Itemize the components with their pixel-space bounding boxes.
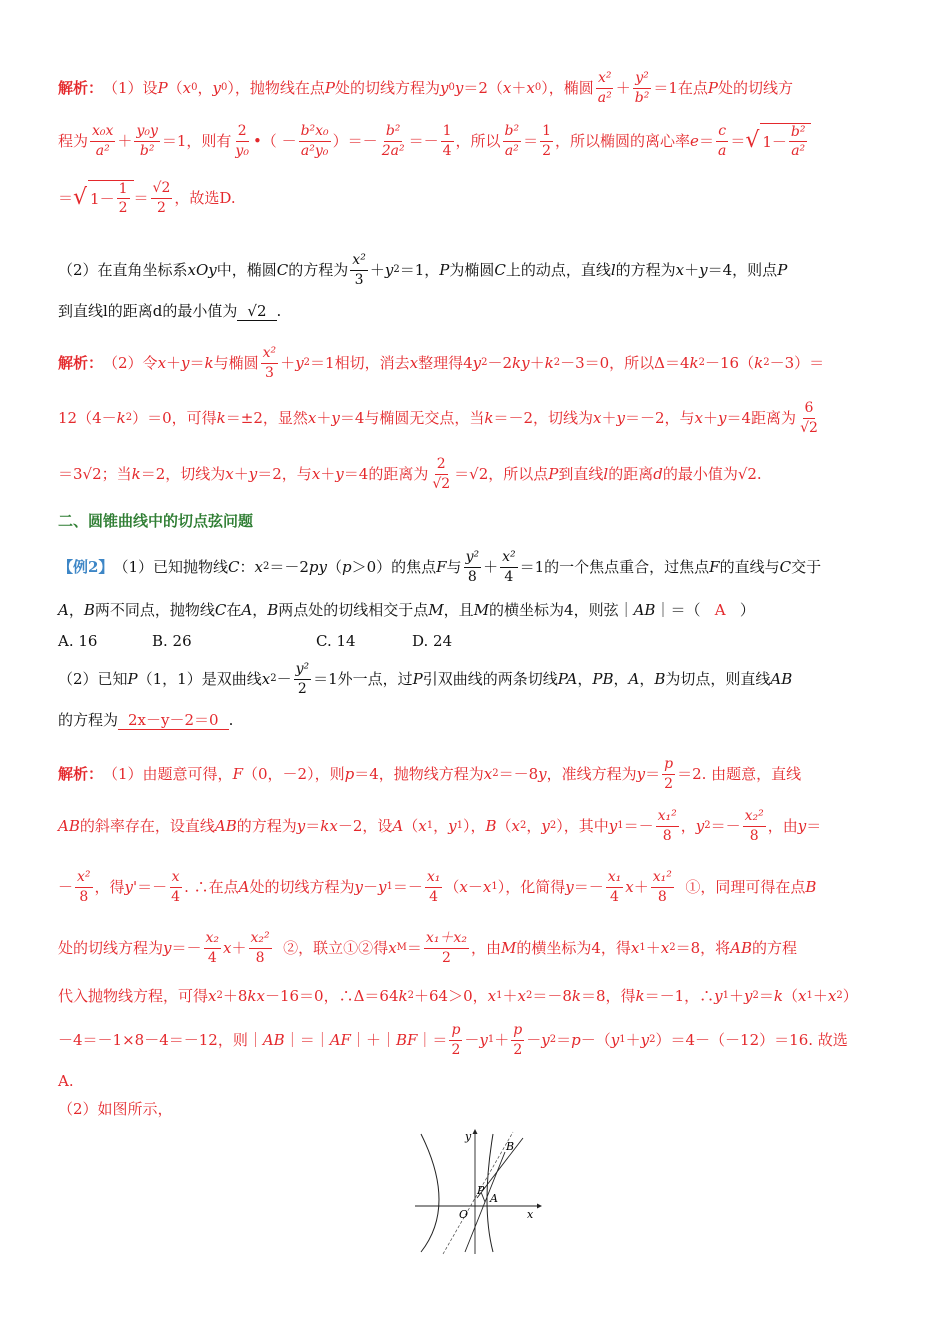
solution-1-line-3: ＝ √ 1－ $\frac{1}{2}$ ＝ $\frac{√2}{2}$ ，故选D.	[58, 180, 236, 216]
label-y: y	[465, 1130, 472, 1143]
fraction: $\frac{\text{x²}}{\text{a²}}$	[597, 70, 612, 106]
hyperbola-left-branch	[421, 1134, 439, 1252]
choice-d: D. 24	[412, 632, 453, 650]
example-2	[58, 543, 880, 735]
answer-blank: √2	[237, 302, 276, 321]
solution-2-line-1: 解析： （2）令 x ＋ y ＝ k 与椭圆 $\frac{\text{x²}}{3}$ ＋ y 2 ＝1相切，消去 x 整理得4 y 2 －2 ky ＋ k 2 －3＝0，所以Δ＝4 k 2 －16（ k 2 －3）＝	[58, 345, 825, 381]
solution-3-line-6: －4＝－1×8－4＝－12，则｜ AB ｜＝｜ AF ｜＋｜ BF ｜＝ $\frac{p}{2}$ － y 1 ＋ $\frac{p}{2}$ － y 2 ＝ p －（ y 1 ＋ y 2 ）＝4－（－12）＝16. 故选	[58, 1022, 848, 1058]
choices-row	[58, 629, 880, 653]
x-axis-arrow-icon	[537, 1204, 542, 1209]
solution-label: 解析：	[58, 765, 104, 783]
example-2-line-4: 的方程为 2x－y－2＝0 .	[58, 710, 234, 729]
label-a: A	[490, 1192, 498, 1205]
example-tag: 【例2】	[58, 558, 114, 576]
solution-3-line-4: 处的切线方程为 y ＝－ $\frac{\text{x₂}}{4}$ x ＋ $\frac{\text{x₂²}}{8}$ ②，联立①②得 x M ＝ $\frac{\text{x₁＋x₂}}{2}$ ，由 M 的横坐标为4，得 x 1 ＋ x 2 ＝8，将 AB 的方程	[58, 930, 797, 966]
question-1-2	[58, 246, 880, 328]
solution-3-line-7: A.	[58, 1072, 74, 1090]
example-2-line-3: （2）已知 P （1，1）是双曲线 x 2 － $\frac{\text{y²}}{2}$ ＝1外一点，过 P 引双曲线的两条切线 PA ， PB ， A ， B 为切点，则直线 AB	[58, 661, 793, 697]
choice-a: A. 16	[58, 632, 98, 650]
solution-3-line-2: AB 的斜率存在，设直线 AB 的方程为 y ＝ kx －2，设 A （ x 1 ， y 1 ）， B （ x 2 ， y 2 ），其中 y 1 ＝－ $\frac{\text{x₁²}}{8}$ ， y 2 ＝－ $\frac{\text{x₂²}}{8}$ ，由 y ＝	[58, 808, 822, 844]
section-title: 二、圆锥曲线中的切点弦问题	[58, 512, 254, 530]
solution-3-line-3: － $\frac{\text{x²}}{8}$ ，得 y' ＝－ $\frac{x}{4}$ . ∴在点 A 处的切线方程为 y － y 1 ＝－ $\frac{\text{x₁}}{4}$ （ x － x 1 ），化简得 y ＝－ $\frac{\text{x₁}}{4}$ x ＋ $\frac{\text{x₁²}}{8}$ ①，同理可得在点 B	[58, 869, 817, 905]
label-x: x	[527, 1208, 534, 1221]
solution-3	[58, 752, 880, 1122]
y-axis-arrow-icon	[473, 1129, 478, 1134]
answer-choice: A	[714, 601, 726, 619]
question-1-2-line-1: （2）在直角坐标系 xOy 中，椭圆 C 的方程为 $\frac{\text{x²}}{3}$ ＋ y 2 ＝1， P 为椭圆 C 上的动点，直线 l 的方程为 x ＋ y ＝4，则点 P	[58, 252, 788, 288]
example-2-line-1: 【例2】 （1）已知抛物线 C ： x 2 ＝－2 py （ p ＞0）的焦点 F 与 $\frac{\text{y²}}{8}$ ＋ $\frac{\text{x²}}{4}$ ＝1的一个焦点重合，过焦点 F 的直线与 C 交于	[58, 549, 822, 585]
choice-b: B. 26	[152, 632, 192, 650]
example-2-line-2: A ， B 两不同点，抛物线 C 在 A ， B 两点处的切线相交于点 M ，且 M 的横坐标为4，则弦｜ AB ｜＝（ A ）	[58, 601, 755, 619]
solution-label: 解析：	[58, 354, 104, 372]
fraction: $\frac{\text{y²}}{\text{b²}}$	[634, 70, 650, 106]
solution-2-line-2: 12（4－ k 2 ）＝0，可得 k ＝±2，显然 x ＋ y ＝4与椭圆无交点，当 k ＝－2，切线为 x ＋ y ＝－2，与 x ＋ y ＝4距离为 $\frac{6}{√2}$	[58, 400, 818, 436]
hyperbola-diagram	[413, 1128, 543, 1258]
label-p: P	[477, 1184, 485, 1197]
solution-2	[58, 338, 880, 500]
solution-label: 解析：	[58, 79, 104, 97]
answer-blank: 2x－y－2＝0	[118, 711, 229, 730]
choice-c: C. 14	[316, 632, 356, 650]
label-o: O	[459, 1208, 469, 1221]
solution-3-line-5: 代入抛物线方程，可得 x 2 ＋8 kx －16＝0，∴Δ＝64 k 2 ＋64＞0， x 1 ＋ x 2 ＝－8 k ＝8，得 k ＝－1，∴ y 1 ＋ y 2 ＝ k （ x 1 ＋ x 2 ）	[58, 987, 858, 1005]
solution-3-line-8: （2）如图所示，	[58, 1100, 173, 1118]
hyperbola-figure	[413, 1128, 543, 1258]
solution-1-line-1: 解析： （1）设 P （ x 0 ， y 0 ），抛物线在点 P 处的切线方程为 y 0 y ＝2（ x ＋ x 0 ），椭圆 $\frac{\text{x²}}{\text{a²}}$ ＋ $\frac{\text{y²}}{\text{b²}}$ ＝1在点 P 处的切线方	[58, 70, 793, 106]
solution-2-line-3: ＝3√2；当 k ＝2，切线为 x ＋ y ＝2，与 x ＋ y ＝4的距离为 $\frac{2}{√2}$ ＝√2，所以点 P 到直线 l 的距离 d 的最小值为√2.	[58, 456, 762, 492]
solution-3-line-1: 解析： （1）由题意可得， F （0，－2），则 p ＝4，抛物线方程为 x 2 ＝－8 y ，准线方程为 y ＝ $\frac{p}{2}$ ＝2. 由题意，直线	[58, 756, 802, 792]
solution-1-line-2: 程为 $\frac{\text{x₀x}}{\text{a²}}$ ＋ $\frac{\text{y₀y}}{\text{b²}}$ ＝1，则有 $\frac{2}{\text{y₀}}$ •（ － $\frac{\text{b²x₀}}{\text{a²y₀}}$ ）＝－ $\frac{\text{b²}}{\text{2a²}}$ ＝－ $\frac{1}{4}$ ，所以 $\frac{\text{b²}}{\text{a²}}$ ＝ $\frac{1}{2}$ ，所以椭圆的离心率 e ＝ $\frac{c}{a}$ ＝ √ 1－ $\frac{\text{b²}}{\text{a²}}$	[58, 110, 880, 172]
solution-1	[58, 66, 880, 224]
question-1-2-line-2: 到直线l的距离d的最小值为 √2 .	[58, 301, 282, 320]
label-b: B	[506, 1140, 515, 1153]
